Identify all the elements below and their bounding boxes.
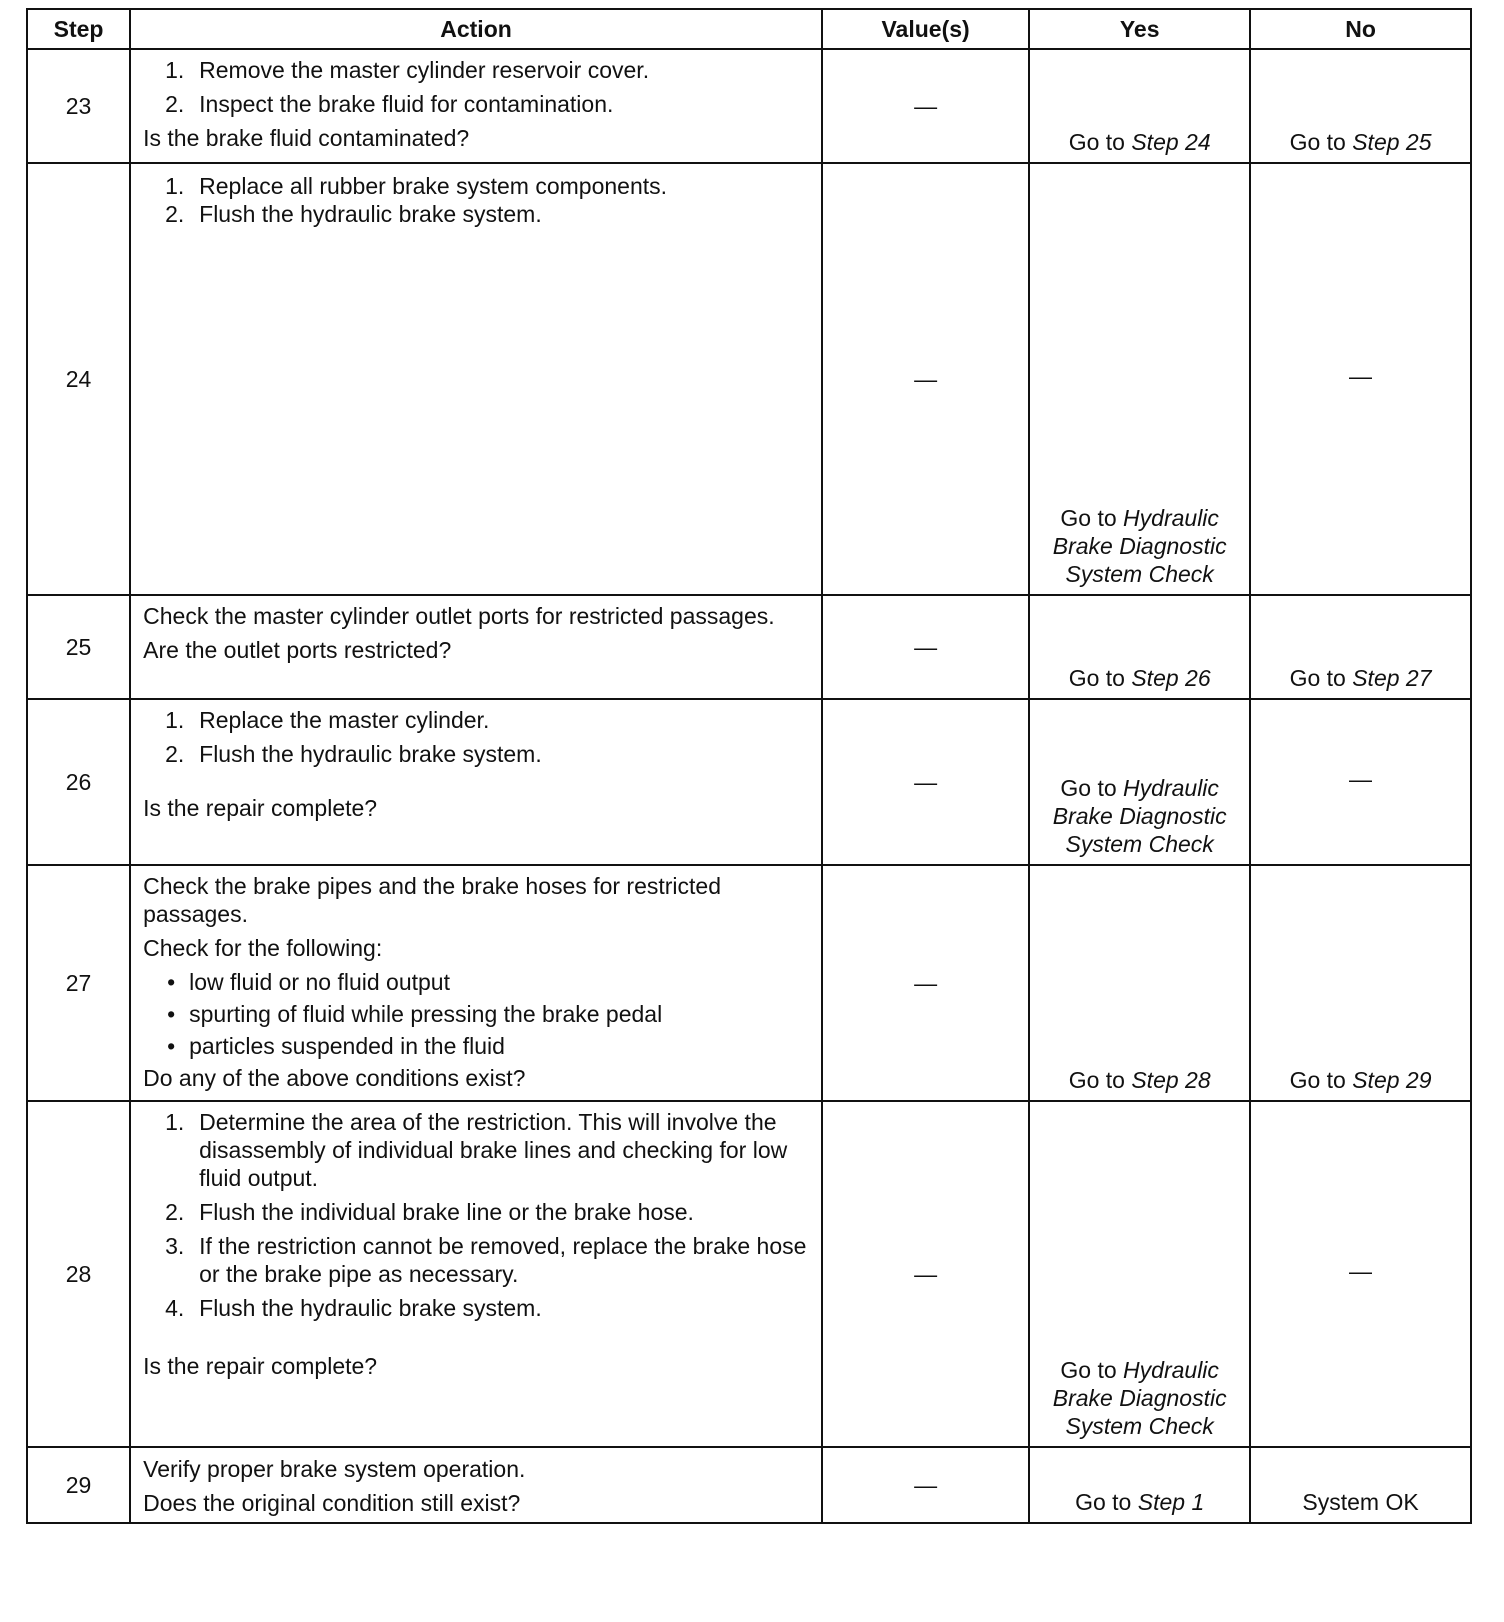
header-values: Value(s): [822, 9, 1029, 49]
yes-cell: Go to Hydraulic Brake Diagnostic System Check: [1029, 699, 1250, 865]
step-number: 29: [27, 1447, 130, 1523]
action-cell: Verify proper brake system operation. Does the original condition still exist?: [130, 1447, 822, 1523]
header-action: Action: [130, 9, 822, 49]
step-link: Step 25: [1352, 129, 1432, 155]
question: Is the repair complete?: [143, 795, 378, 821]
question: Is the brake fluid contaminated?: [143, 125, 470, 151]
value-cell: —: [822, 163, 1029, 595]
value-cell: —: [822, 1447, 1029, 1523]
table-row: [27, 49, 1471, 163]
action-cell: Check the brake pipes and the brake hoses for restricted passages. Check for the following: • low fluid or no fluid output • spurting of fluid while pressing the brake pedal • particles suspended in the fluid Do any of the above conditions exist?: [130, 865, 822, 1101]
list-item: 3. If the restriction cannot be removed, replace the brake hose or the brake pipe as necessary.: [165, 1233, 807, 1287]
list-item: 1. Replace all rubber brake system components.: [165, 173, 668, 199]
step-link: Step 27: [1352, 665, 1432, 691]
step-link: Step 26: [1131, 665, 1211, 691]
no-cell: Go to Step 25: [1250, 49, 1471, 163]
action-cell: [130, 1101, 822, 1447]
question: Do any of the above conditions exist?: [143, 1065, 526, 1091]
value-cell: —: [822, 699, 1029, 865]
table-row: [27, 1101, 1471, 1447]
question: Are the outlet ports restricted?: [143, 637, 452, 663]
step-number: 28: [27, 1101, 130, 1447]
yes-cell: Go to Step 26: [1029, 595, 1250, 699]
list-item: • low fluid or no fluid output: [167, 969, 450, 995]
no-cell: —: [1250, 163, 1471, 595]
table-row: [27, 1447, 1471, 1523]
step-link: Step 29: [1352, 1067, 1432, 1093]
list-item: 2. Flush the hydraulic brake system.: [165, 741, 542, 767]
header-step: Step: [27, 9, 130, 49]
question: Does the original condition still exist?: [143, 1490, 521, 1516]
action-cell: [130, 163, 822, 595]
step-number: 24: [27, 163, 130, 595]
no-cell: Go to Step 29: [1250, 865, 1471, 1101]
list-item: 2. Flush the individual brake line or the brake hose.: [165, 1199, 694, 1225]
action-cell: [130, 699, 822, 865]
value-cell: —: [822, 595, 1029, 699]
list-item: • spurting of fluid while pressing the brake pedal: [167, 1001, 663, 1027]
step-number: 25: [27, 595, 130, 699]
table-row: [27, 865, 1471, 1101]
no-cell: —: [1250, 1101, 1471, 1447]
step-link: Step 1: [1137, 1489, 1205, 1515]
no-cell: Go to Step 27: [1250, 595, 1471, 699]
list-item: 1. Replace the master cylinder.: [165, 707, 490, 733]
list-item: 4. Flush the hydraulic brake system.: [165, 1295, 542, 1321]
list-item: 1. Determine the area of the restriction. This will involve the disassembly of individual brake lines and checking for low fluid output.: [165, 1109, 788, 1191]
step-number: 23: [27, 49, 130, 163]
yes-cell: Go to Step 1: [1029, 1447, 1250, 1523]
list-item: • particles suspended in the fluid: [167, 1033, 505, 1059]
header-yes: Yes: [1029, 9, 1250, 49]
step-number: 27: [27, 865, 130, 1101]
no-cell: System OK: [1250, 1447, 1471, 1523]
no-cell: —: [1250, 699, 1471, 865]
step-link: Step 28: [1131, 1067, 1211, 1093]
header-row: [27, 9, 1471, 49]
action-cell: Check the master cylinder outlet ports for restricted passages. Are the outlet ports restricted?: [130, 595, 822, 699]
step-number: 26: [27, 699, 130, 865]
yes-cell: Go to Step 24: [1029, 49, 1250, 163]
list-item: 1. Remove the master cylinder reservoir cover.: [165, 57, 650, 83]
yes-cell: Go to Step 28: [1029, 865, 1250, 1101]
diagnostic-table: [26, 8, 1472, 1524]
action-cell: [130, 49, 822, 163]
table-row: [27, 163, 1471, 595]
yes-cell: Go to Hydraulic Brake Diagnostic System Check: [1029, 163, 1250, 595]
step-link: Step 24: [1131, 129, 1211, 155]
value-cell: —: [822, 865, 1029, 1101]
value-cell: —: [822, 49, 1029, 163]
value-cell: —: [822, 1101, 1029, 1447]
yes-cell: Go to Hydraulic Brake Diagnostic System Check: [1029, 1101, 1250, 1447]
list-item: 2. Inspect the brake fluid for contamination.: [165, 91, 614, 117]
table-row: [27, 699, 1471, 865]
list-item: 2. Flush the hydraulic brake system.: [165, 201, 542, 227]
table-row: [27, 595, 1471, 699]
question: Is the repair complete?: [143, 1353, 378, 1379]
header-no: No: [1250, 9, 1471, 49]
